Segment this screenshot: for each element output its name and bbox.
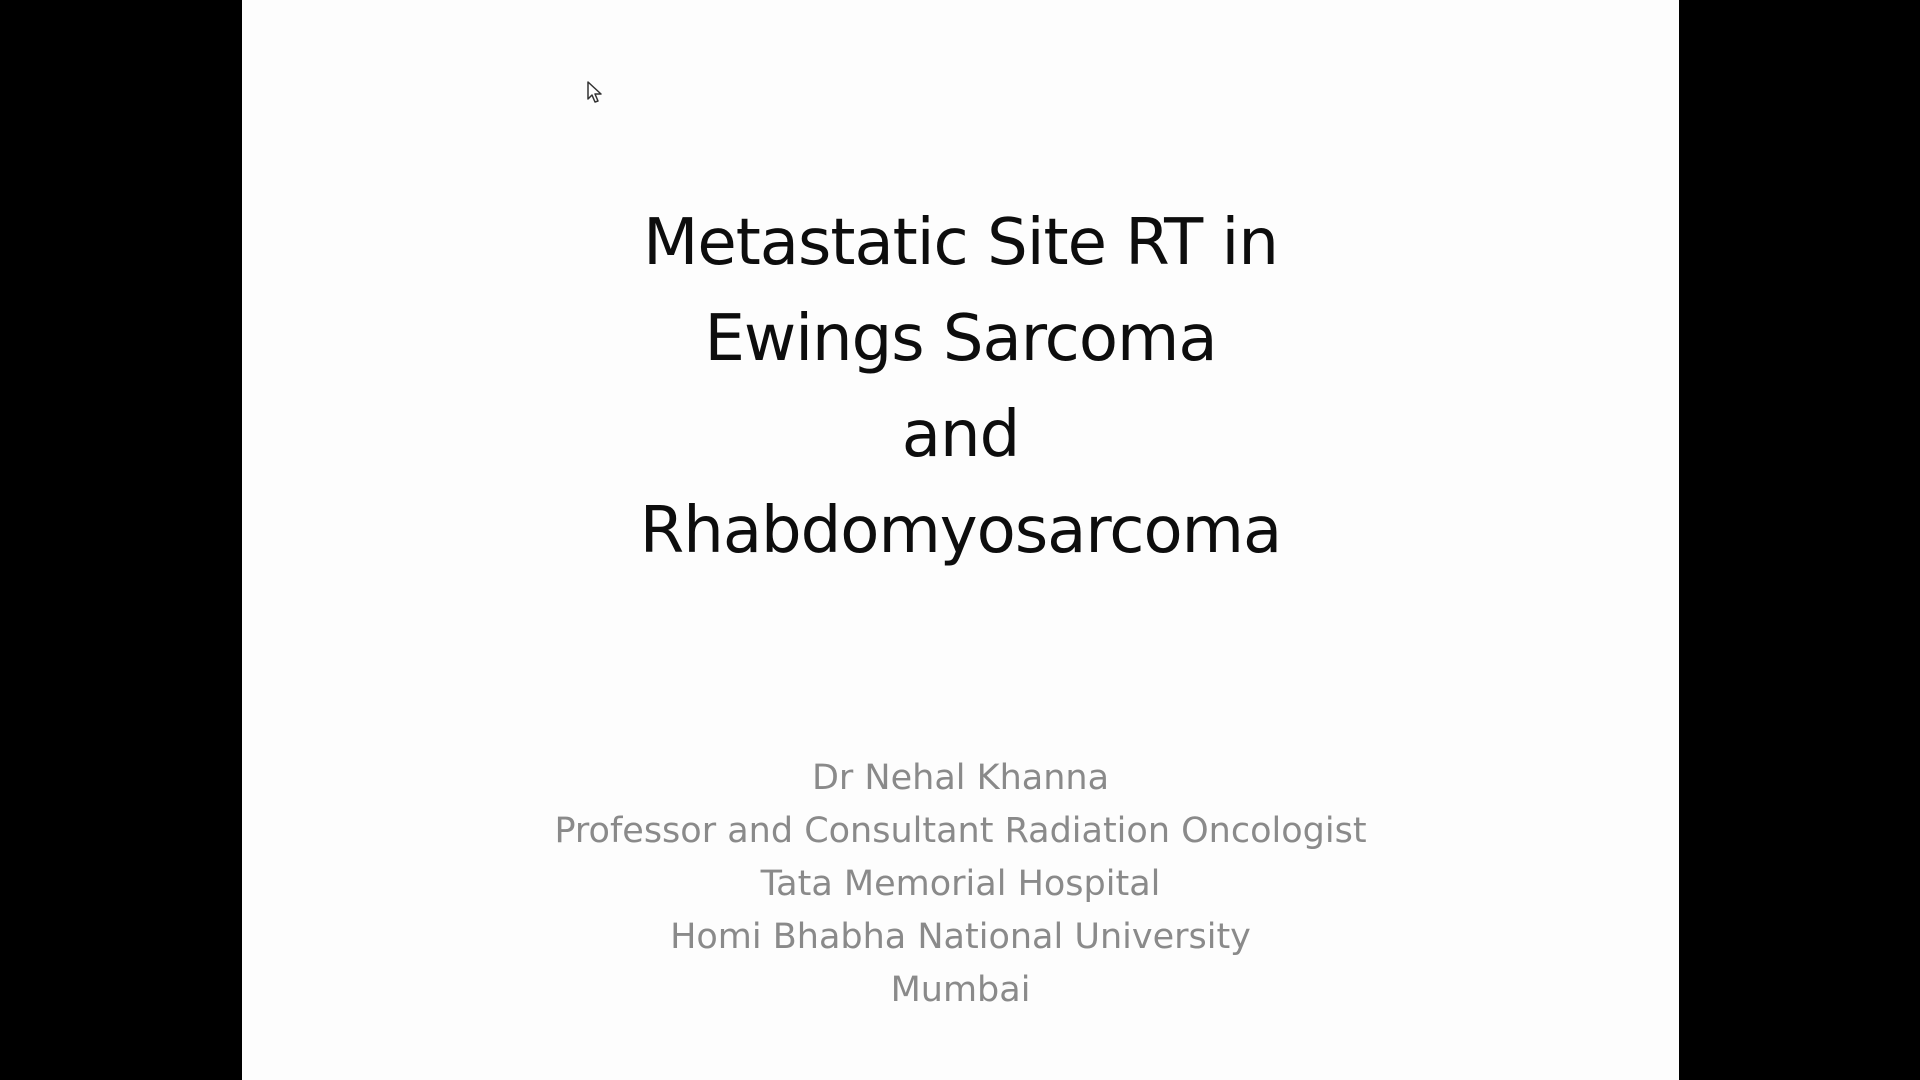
slide-subtitle [242, 752, 1679, 1017]
presenter-hospital: Tata Memorial Hospital [760, 864, 1161, 904]
presenter-city: Mumbai [890, 970, 1031, 1010]
presenter-name: Dr Nehal Khanna [811, 758, 1110, 798]
presenter-university: Homi Bhabha National University [670, 917, 1251, 957]
slide-title-line: Ewings Sarcoma [704, 302, 1217, 376]
mouse-pointer-icon [586, 80, 606, 104]
slide-title-line: and [901, 398, 1020, 472]
slide-title [242, 195, 1679, 579]
presenter-title: Professor and Consultant Radiation Oncologist [554, 811, 1367, 851]
slide-title-line: Rhabdomyosarcoma [639, 494, 1282, 568]
slide-title-line: Metastatic Site RT in [643, 206, 1278, 280]
presentation-slide [242, 0, 1679, 1080]
